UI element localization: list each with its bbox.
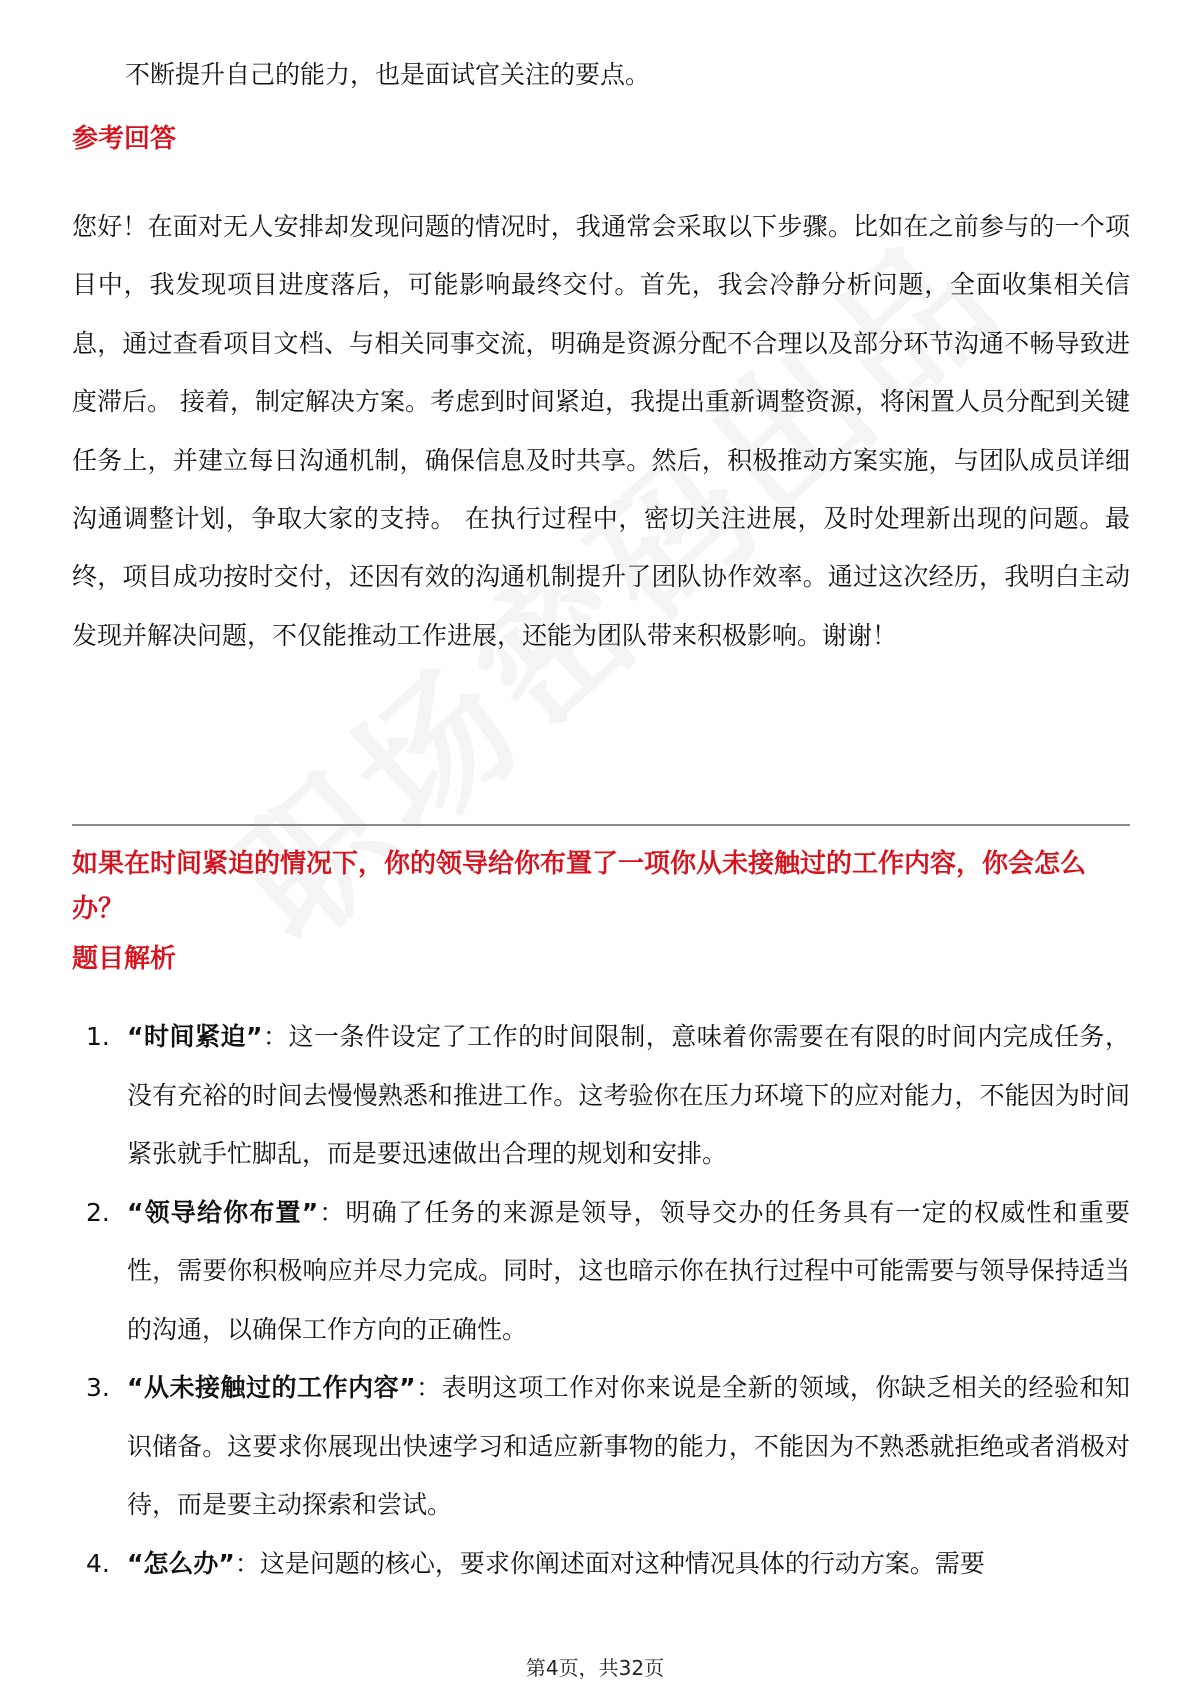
- analysis-heading: 题目解析: [72, 944, 177, 974]
- item-description: ：表明这项工作对你来说是全新的领域，你缺乏相关的经验和知识储备。这要求你展现出快速学习和适应新事物的能力，不能因为不熟悉就拒绝或者消极对待，而是要主动探索和尝试。: [127, 1373, 1130, 1519]
- analysis-item: [72, 1359, 1130, 1535]
- question-title: 如果在时间紧迫的情况下，你的领导给你布置了一项你从未接触过的工作内容，你会怎么办？: [72, 849, 1087, 924]
- item-number: 2.: [86, 1197, 110, 1227]
- item-number: 3.: [86, 1373, 110, 1402]
- analysis-item: [72, 1008, 1130, 1184]
- item-description: ：明确了任务的来源是领导，领导交办的任务具有一定的权威性和重要性，需要你积极响应并尽力完成。同时，这也暗示你在执行过程中可能需要与领导保持适当的沟通，以确保工作方向的正确性。: [127, 1197, 1130, 1344]
- item-number: 4.: [86, 1548, 110, 1578]
- intro-line: 不断提升自己的能力，也是面试官关注的要点。: [125, 60, 651, 89]
- item-term: “从未接触过的工作内容”: [127, 1373, 416, 1402]
- item-term: “怎么办”: [127, 1548, 235, 1578]
- item-description: ：这一条件设定了工作的时间限制，意味着你需要在有限的时间内完成任务，没有充裕的时间去慢慢熟悉和推进工作。这考验你在压力环境下的应对能力，不能因为时间紧张就手忙脚乱，而是要迅速做出合理的规划和安排。: [127, 1022, 1130, 1168]
- item-number: 1.: [86, 1022, 110, 1051]
- page-footer: 第4页，共32页: [525, 1656, 665, 1680]
- reference-answer-heading: 参考回答: [72, 124, 177, 154]
- analysis-item: [72, 1184, 1130, 1360]
- item-term: “领导给你布置”: [127, 1197, 319, 1227]
- item-term: “时间紧迫”: [127, 1022, 263, 1051]
- reference-answer-paragraph: 您好！在面对无人安排却发现问题的情况时，我通常会采取以下步骤。比如在之前参与的一个项目中，我发现项目进度落后，可能影响最终交付。首先，我会冷静分析问题，全面收集相关信息，通过查看项目文档、与相关同事交流，明确是资源分配不合理以及部分环节沟通不畅导致进度滞后。 接着，制定解决方案。考虑到时间紧迫，我提出重新调整资源，将闲置人员分配到关键任务上，并建立每日沟通机制，确保信息及时共享。然后，积极推动方案实施，与团队成员详细沟通调整计划，争取大家的支持。 在执行过程中，密切关注进展，及时处理新出现的问题。最终，项目成功按时交付，还因有效的沟通机制提升了团队协作效率。通过这次经历，我明白主动发现并解决问题，不仅能推动工作进展，还能为团队带来积极影响。谢谢！: [72, 212, 1130, 650]
- item-description: ：这是问题的核心，要求你阐述面对这种情况具体的行动方案。需要: [234, 1548, 985, 1578]
- analysis-item: [72, 1535, 1130, 1594]
- analysis-list: [72, 1008, 1130, 1593]
- section-divider: [72, 824, 1130, 826]
